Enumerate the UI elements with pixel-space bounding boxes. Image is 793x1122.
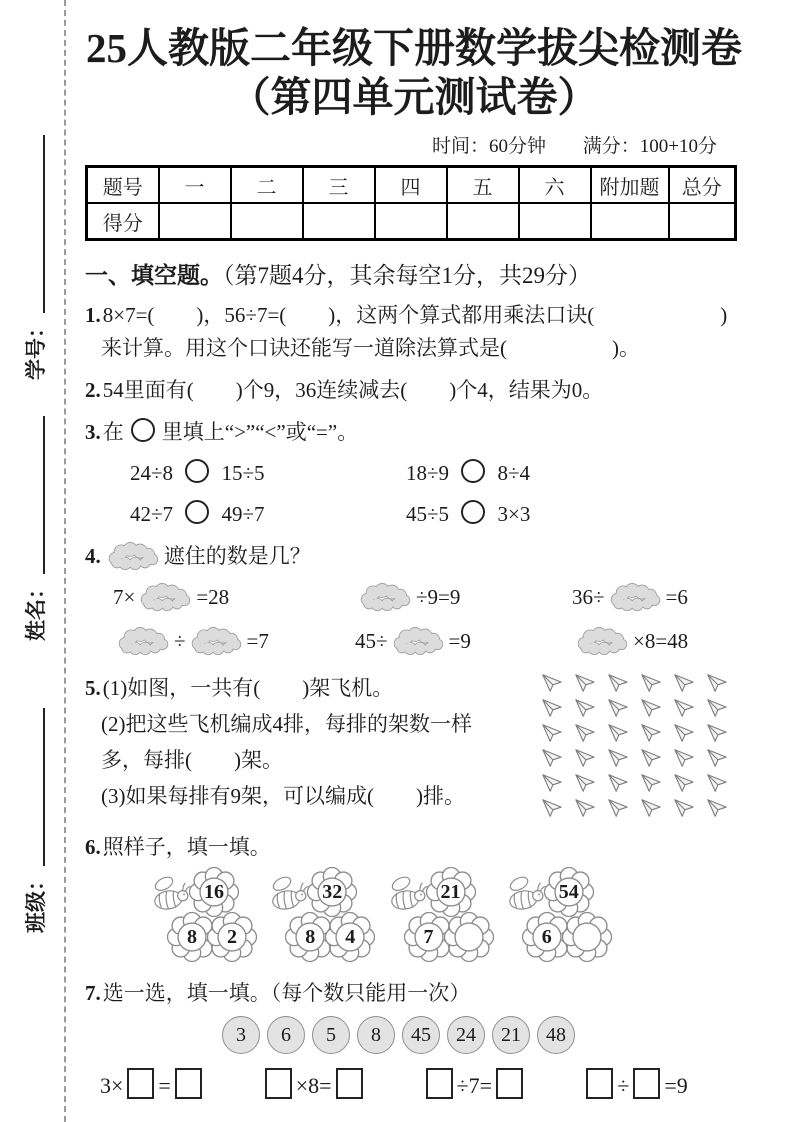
airplane-icon: [603, 797, 633, 819]
q4-prompt-line: [85, 540, 743, 573]
class-label: 班级：: [24, 870, 48, 933]
airplane-icon: [702, 672, 732, 694]
q7-number: 7.: [85, 981, 101, 1005]
bee-flower-diagram: [85, 870, 743, 968]
student-id-field: [21, 110, 51, 380]
airplane-icon: [669, 697, 699, 719]
q5-part2a: (2)把这些飞机编成4排，每排的架数一样: [101, 712, 472, 736]
flower-value: 2: [227, 926, 237, 948]
airplane-icon: [537, 672, 567, 694]
score-cell: [669, 203, 736, 240]
section-title: 一、填空题。: [85, 263, 223, 288]
header-question-no: 题号: [87, 167, 159, 204]
name-label: 姓名：: [24, 578, 48, 641]
paper-title-line1: 25人教版二年级下册数学拔尖检测卷: [86, 25, 742, 71]
q3-number: 3.: [85, 420, 101, 444]
airplane-row: [537, 797, 735, 822]
q2-number: 2.: [85, 378, 101, 402]
q4-item-2: ÷9=9: [355, 577, 572, 617]
comparison-circle: [185, 459, 209, 483]
score-table-header-row: [87, 167, 736, 204]
q3-prompt: 在 里填上“>”“<”或“=”。: [102, 420, 359, 444]
comparison-circle: [461, 500, 485, 524]
number-chip: 8: [357, 1016, 395, 1054]
score-cell: [303, 203, 375, 240]
bee-icon: [502, 874, 548, 914]
airplane-icon: [570, 747, 600, 769]
question-6: [85, 831, 743, 968]
time-limit: 时间：60分钟: [432, 136, 547, 157]
equation-1: 3× =: [100, 1068, 261, 1104]
flower-top: [544, 867, 594, 917]
q5-line1: [85, 670, 537, 706]
q4-item-5: 45÷ =9: [355, 629, 471, 653]
student-id-label: 学号：: [24, 317, 48, 380]
flower-empty: [444, 912, 494, 962]
equation-4: ÷ =9: [582, 1068, 743, 1104]
answer-box: [265, 1068, 292, 1099]
flower-value: 32: [322, 881, 343, 903]
airplane-icon: [603, 722, 633, 744]
airplane-row: [537, 672, 735, 697]
flower-value: 54: [558, 881, 579, 903]
q7-equations: [85, 1068, 743, 1104]
header-col-4: 四: [375, 167, 447, 204]
q3-row2: [85, 498, 743, 531]
airplane-row: [537, 772, 735, 797]
number-chip: 3: [222, 1016, 260, 1054]
airplane-icon: [636, 722, 666, 744]
q3-item-3: 42÷7 49÷7: [130, 502, 265, 526]
flower-value: 8: [187, 926, 197, 948]
answer-box: [426, 1068, 453, 1099]
name-blank-line: [21, 416, 45, 574]
cloud-icon: [607, 583, 664, 611]
airplane-icon: [537, 747, 567, 769]
paper-content: [85, 0, 743, 1104]
q3-prompt-line: [85, 416, 743, 449]
header-col-3: 三: [303, 167, 375, 204]
q2-text: 54里面有( )个9，36连续减去( )个4，结果为0。: [102, 378, 604, 402]
q7-number-circles: [85, 1016, 743, 1054]
q5-text-block: [85, 670, 537, 822]
q4-number: 4.: [85, 544, 101, 568]
flower-right: [325, 912, 375, 962]
q6-number: 6.: [85, 835, 101, 859]
bee-group-4: [502, 870, 615, 966]
score-cell: [591, 203, 669, 240]
answer-box: [127, 1068, 154, 1099]
bee-icon: [265, 874, 311, 914]
airplane-icon: [702, 722, 732, 744]
cloud-icon: [390, 627, 447, 655]
class-blank-line: [21, 708, 45, 866]
airplane-icon: [537, 697, 567, 719]
airplane-icon: [702, 772, 732, 794]
flower-empty: [562, 912, 612, 962]
airplane-row: [537, 722, 735, 747]
q5-number: 5.: [85, 676, 101, 700]
answer-box: [496, 1068, 523, 1099]
bee-icon: [147, 874, 193, 914]
airplane-icon: [669, 672, 699, 694]
score-cell: [519, 203, 591, 240]
header-col-5: 五: [447, 167, 519, 204]
q5-part2b: 多，每排( )架。: [101, 748, 283, 772]
question-7: [85, 977, 743, 1104]
binding-dashed-line: [64, 0, 66, 1122]
answer-box: [586, 1068, 613, 1099]
flower-top: [307, 867, 357, 917]
header-col-2: 二: [231, 167, 303, 204]
flower-top: [189, 867, 239, 917]
answer-box: [633, 1068, 660, 1099]
name-field: [21, 391, 51, 641]
header-bonus: 附加题: [591, 167, 669, 204]
cloud-icon: [115, 627, 172, 655]
airplane-grid: [537, 670, 735, 822]
flower-right: [207, 912, 257, 962]
question-3: [85, 416, 743, 531]
section-note: （第7题4分，其余每空1分，共29分）: [223, 263, 591, 288]
bee-group-1: [147, 870, 260, 966]
cloud-icon: [137, 583, 194, 611]
q1-line2: 来计算。用这个口诀还能写一道除法算式是( )。: [101, 336, 640, 360]
airplane-row: [537, 747, 735, 772]
airplane-icon: [636, 672, 666, 694]
airplane-icon: [603, 672, 633, 694]
airplane-icon: [636, 747, 666, 769]
score-cell: [375, 203, 447, 240]
question-5: [85, 670, 743, 822]
airplane-icon: [570, 672, 600, 694]
airplane-icon: [570, 797, 600, 819]
exam-meta: [85, 131, 743, 158]
score-row-label: 得分: [87, 203, 159, 240]
cloud-icon: [105, 542, 162, 570]
q4-item-1: 7× =28: [113, 585, 230, 609]
q4-item-6: ×8=48: [572, 629, 688, 653]
flower-value: 8: [305, 926, 316, 948]
airplane-icon: [669, 722, 699, 744]
question-4: [85, 540, 743, 661]
section-one-heading: [85, 257, 743, 290]
q6-prompt: 照样子，填一填。: [102, 835, 271, 859]
comparison-circle: [131, 418, 155, 442]
answer-box: [336, 1068, 363, 1099]
airplane-icon: [537, 772, 567, 794]
score-cell: [231, 203, 303, 240]
flower-value: 7: [423, 926, 434, 948]
answer-box: [175, 1068, 202, 1099]
q4-prompt: 遮住的数是几？: [103, 544, 311, 568]
airplane-icon: [570, 772, 600, 794]
q1-number: 1.: [85, 303, 101, 327]
flower-value: 21: [440, 881, 461, 903]
airplane-icon: [603, 697, 633, 719]
q5-part1: (1)如图，一共有( )架飞机。: [102, 676, 394, 700]
airplane-icon: [702, 797, 732, 819]
number-chip: 5: [312, 1016, 350, 1054]
q3-row1: [85, 457, 743, 490]
flower-value: [562, 912, 612, 962]
number-chip: 6: [267, 1016, 305, 1054]
number-chip: 21: [492, 1016, 530, 1054]
q1-line1: [85, 299, 743, 332]
flower-value: 4: [345, 926, 356, 948]
cloud-icon: [574, 627, 631, 655]
flower-value: 16: [204, 881, 224, 903]
airplane-icon: [537, 797, 567, 819]
airplane-icon: [603, 772, 633, 794]
airplane-icon: [570, 697, 600, 719]
header-col-1: 一: [159, 167, 231, 204]
cloud-icon: [357, 583, 414, 611]
comparison-circle: [461, 459, 485, 483]
airplane-icon: [636, 797, 666, 819]
q1-text: 8×7=( )，56÷7=( )，这两个算式都用乘法口诀( ): [102, 303, 728, 327]
airplane-icon: [570, 722, 600, 744]
airplane-icon: [669, 797, 699, 819]
q3-item-4: 45÷5 3×3: [406, 502, 531, 526]
score-table-score-row: [87, 203, 736, 240]
airplane-icon: [603, 747, 633, 769]
q4-row2: [85, 621, 743, 661]
q3-item-1: 24÷8 15÷5: [130, 461, 265, 485]
flower-top: [426, 867, 476, 917]
equation-3: ÷7=: [422, 1068, 583, 1104]
equation-2: ×8=: [261, 1068, 422, 1104]
q4-item-3: 36÷ =6: [572, 585, 688, 609]
question-1: [85, 299, 743, 365]
airplane-icon: [669, 747, 699, 769]
q4-row1: [85, 577, 743, 617]
header-col-6: 六: [519, 167, 591, 204]
q4-item-4: ÷ =7: [113, 621, 355, 661]
bee-group-2: [265, 870, 378, 966]
bee-icon: [384, 874, 430, 914]
number-chip: 24: [447, 1016, 485, 1054]
q3-item-2: 18÷9 8÷4: [406, 461, 531, 485]
score-cell: [159, 203, 231, 240]
q7-prompt: 选一选，填一填。（每个数只能用一次）: [102, 981, 471, 1005]
bee-group-3: [384, 870, 497, 966]
airplane-icon: [537, 722, 567, 744]
class-field: [21, 681, 51, 933]
cloud-icon: [188, 627, 245, 655]
score-table: [85, 165, 737, 241]
student-id-blank-line: [21, 135, 45, 313]
airplane-icon: [636, 772, 666, 794]
q5-part3: (3)如果每排有9架，可以编成( )排。: [101, 784, 465, 808]
number-chip: 48: [537, 1016, 575, 1054]
question-2: [85, 374, 743, 407]
full-score: 满分：100+10分: [582, 136, 717, 157]
airplane-row: [537, 697, 735, 722]
paper-title-line2: （第四单元测试卷）: [229, 74, 599, 120]
airplane-icon: [702, 697, 732, 719]
flower-value: 6: [541, 926, 552, 948]
comparison-circle: [185, 500, 209, 524]
flower-value: [444, 912, 494, 962]
score-cell: [447, 203, 519, 240]
header-total: 总分: [669, 167, 736, 204]
airplane-icon: [702, 747, 732, 769]
number-chip: 45: [402, 1016, 440, 1054]
airplane-icon: [669, 772, 699, 794]
airplane-icon: [636, 697, 666, 719]
